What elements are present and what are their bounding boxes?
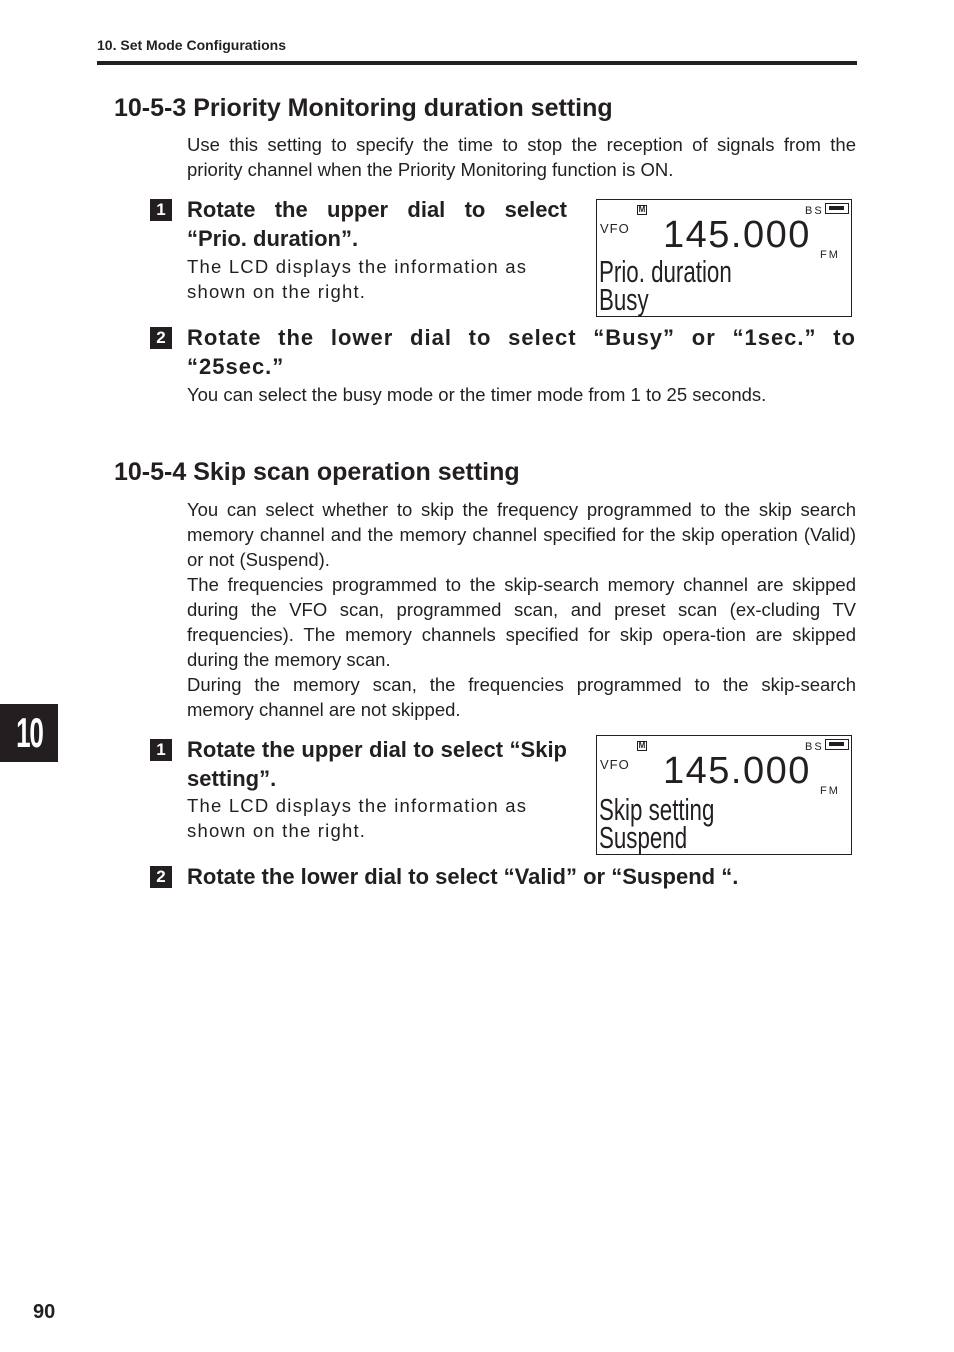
step-title: Rotate the lower dial to select “Valid” or “Suspend “. [187, 864, 739, 889]
battery-icon [825, 203, 849, 214]
lcd-bs-label: BS [805, 205, 824, 217]
section-title-priority: 10-5-3 Priority Monitoring duration setting [114, 94, 613, 122]
lcd-menu-value: Suspend [599, 820, 688, 855]
battery-fill [829, 742, 844, 746]
lcd-vfo-label: VFO [600, 757, 630, 772]
memory-icon: M [638, 741, 646, 750]
lcd-frequency: 145.000 [663, 214, 811, 256]
page-number: 90 [33, 1301, 56, 1323]
lcd-frequency: 145.000 [663, 750, 811, 792]
lcd-bs-label: BS [805, 741, 824, 753]
running-header: 10. Set Mode Configurations [97, 37, 287, 53]
body-paragraph: You can select whether to skip the frequency programmed to the skip search memory channel and the memory channel specified for the skip operation (Valid) or not (Suspend). [187, 499, 856, 570]
body-paragraph: During the memory scan, the frequencies programmed to the skip-search memory channel are not skipped. [187, 674, 856, 720]
step-title: Rotate the lower dial to select “Busy” or “1sec.” to “25sec.” [187, 325, 856, 379]
lcd-menu-item: Skip setting [599, 792, 715, 827]
lcd-menu-value: Busy [599, 282, 649, 317]
lcd-mode: FM [820, 785, 840, 797]
step-number-badge: 2 [150, 327, 172, 349]
header-rule [97, 61, 857, 65]
chapter-tab [0, 704, 58, 762]
section-title-skip: 10-5-4 Skip scan operation setting [114, 458, 520, 486]
battery-fill [829, 206, 844, 210]
step-note: The LCD displays the information as shown on the right. [187, 795, 528, 841]
step-note: You can select the busy mode or the timer mode from 1 to 25 seconds. [187, 384, 767, 405]
lcd-display-priority [596, 199, 852, 317]
step-title: Rotate the upper dial to select “Prio. duration”. [187, 197, 567, 251]
step-note: The LCD displays the information as shown on the right. [187, 256, 528, 302]
memory-icon: M [638, 205, 646, 214]
intro-paragraph: Use this setting to specify the time to stop the reception of signals from the priority channel when the Priority Monitoring function is ON. [187, 134, 856, 180]
step-number-badge: 1 [150, 739, 172, 761]
chapter-tab-number: 10 [15, 709, 43, 756]
step-number-badge: 2 [150, 866, 172, 888]
section-body-skip [187, 497, 856, 722]
step-number-badge: 1 [150, 199, 172, 221]
battery-icon [825, 739, 849, 750]
lcd-mode: FM [820, 249, 840, 261]
body-paragraph: The frequencies programmed to the skip-search memory channel are skipped during the VFO scan, programmed scan, and preset scan (ex-cluding TV frequencies). The memory channels specified for skip opera-tion are skipped during the memory scan. [187, 574, 856, 670]
section-intro-priority [187, 132, 856, 182]
lcd-display-skip [596, 735, 852, 855]
step-title: Rotate the upper dial to select “Skip setting”. [187, 737, 567, 791]
lcd-menu-item: Prio. duration [599, 254, 732, 289]
lcd-vfo-label: VFO [600, 221, 630, 236]
